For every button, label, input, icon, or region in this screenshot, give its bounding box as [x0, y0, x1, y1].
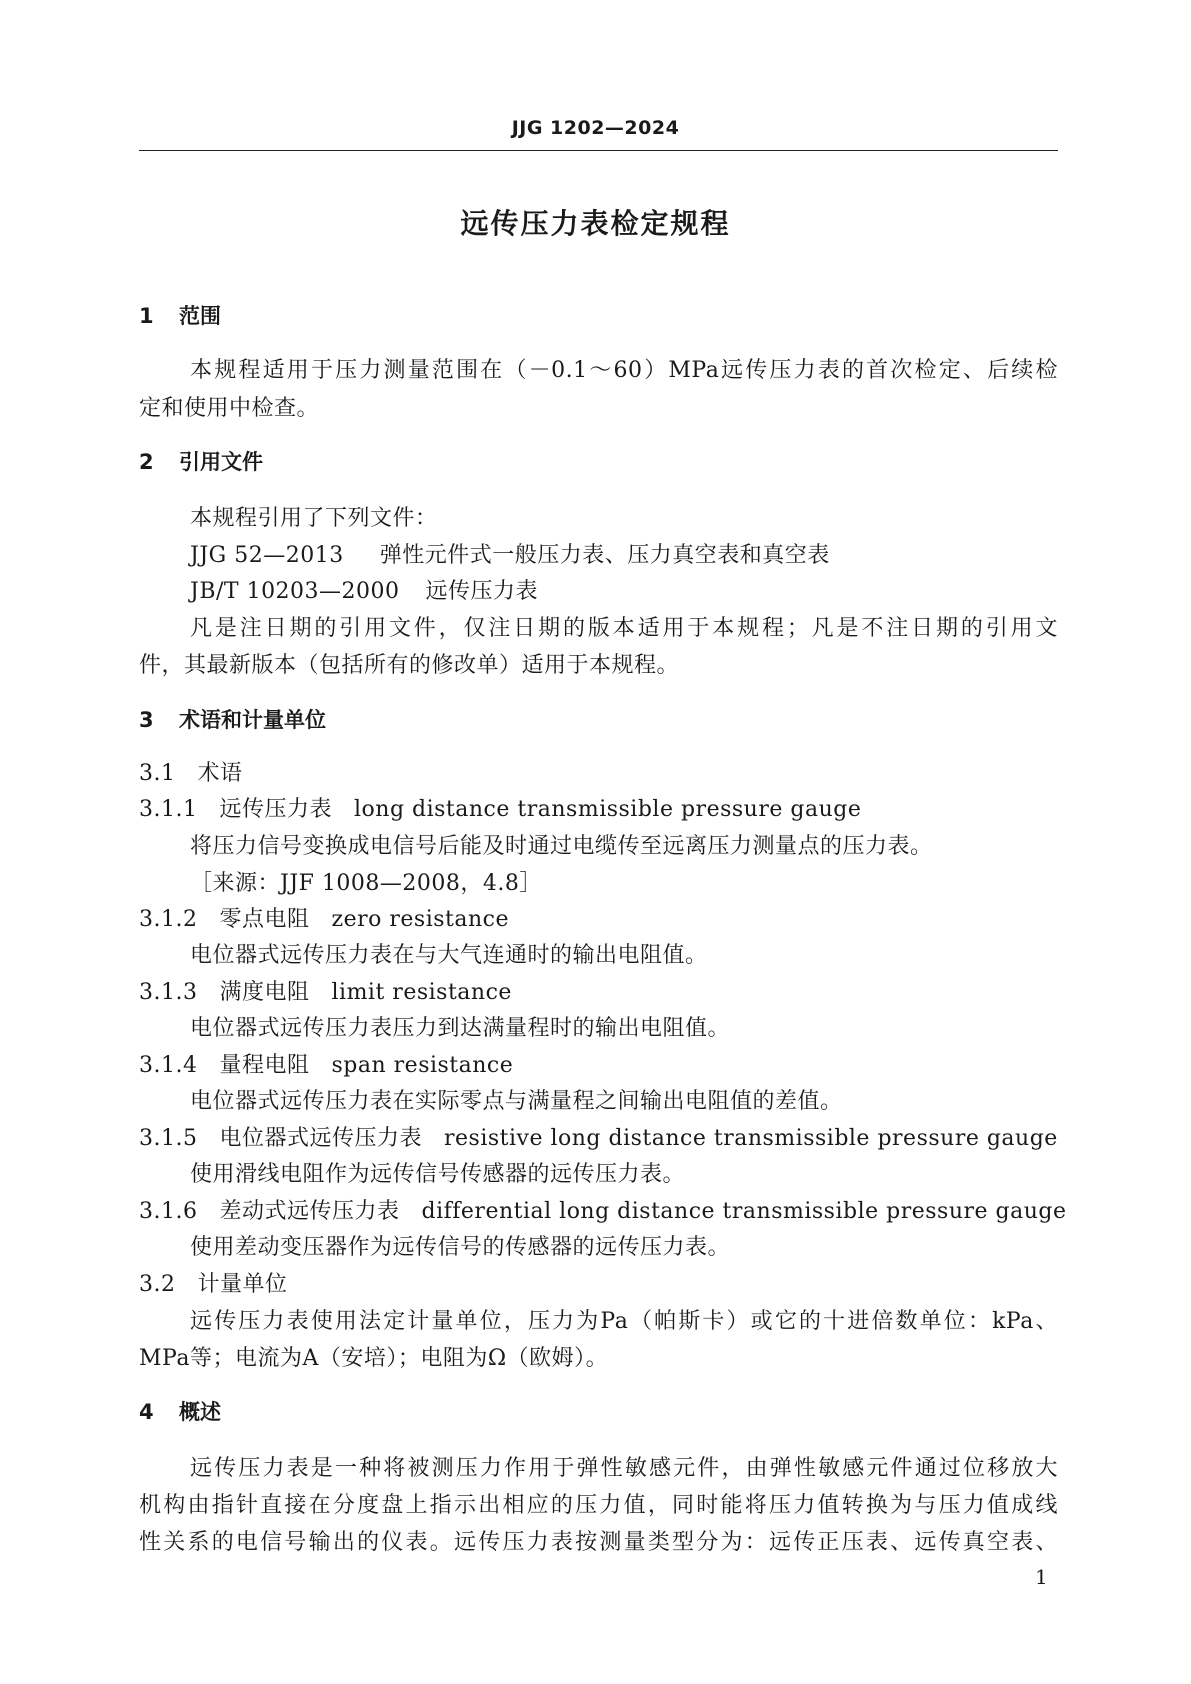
term-3-1-4-definition: 电位器式远传压力表在实际零点与满量程之间输出电阻值的差值。: [190, 1089, 843, 1114]
section-4-heading: [139, 1396, 221, 1426]
term-chinese: 远传压力表: [219, 797, 332, 822]
overview-line-2: 机构由指针直接在分度盘上指示出相应的压力值，同时能将压力值转换为与压力值成线: [139, 1493, 1058, 1518]
section-number: 2: [139, 450, 154, 474]
page-title: 远传压力表检定规程: [460, 207, 731, 240]
section-title: 概述: [179, 1400, 221, 1424]
term-number: 3.1.4: [139, 1053, 198, 1078]
term-english: resistive long distance transmissible pressure gauge: [444, 1126, 1058, 1151]
header-rule: [139, 150, 1058, 151]
refs-note-line-2: 件，其最新版本（包括所有的修改单）适用于本规程。: [139, 653, 680, 678]
refs-intro: 本规程引用了下列文件：: [190, 506, 438, 531]
term-english: zero resistance: [331, 907, 509, 932]
reference-2: [190, 574, 538, 605]
term-english: differential long distance transmissible pressure gauge: [421, 1199, 1067, 1224]
refs-note-line-1: 凡是注日期的引用文件，仅注日期的版本适用于本规程；凡是不注日期的引用文: [190, 616, 1058, 641]
term-number: 3.1.3: [139, 980, 198, 1005]
term-number: 3.1.2: [139, 907, 198, 932]
term-english: limit resistance: [331, 980, 512, 1005]
term-3-1-6-definition: 使用差动变压器作为远传信号的传感器的远传压力表。: [190, 1235, 731, 1260]
term-3-1-1-source: ［来源：JJF 1008—2008，4.8］: [190, 871, 542, 896]
subsection-title: 术语: [197, 761, 243, 786]
term-3-1-1-definition: 将压力信号变换成电信号后能及时通过电缆传至远离压力测量点的压力表。: [190, 834, 933, 859]
overview-line-1: 远传压力表是一种将被测压力作用于弹性敏感元件，由弹性敏感元件通过位移放大: [190, 1456, 1058, 1481]
term-english: span resistance: [331, 1053, 514, 1078]
section-number: 4: [139, 1400, 154, 1424]
subsection-number: 3.2: [139, 1272, 176, 1297]
reference-1: [190, 538, 830, 569]
scope-line-2: 定和使用中检查。: [139, 396, 320, 421]
section-3-heading: [139, 704, 326, 734]
term-3-1-4: [139, 1048, 513, 1079]
term-3-1-1: [139, 792, 861, 823]
subsection-3-2-heading: [139, 1267, 288, 1298]
term-chinese: 零点电阻: [219, 907, 310, 932]
section-2-heading: [139, 446, 263, 476]
term-english: long distance transmissible pressure gauge: [354, 797, 862, 822]
page-number: 1: [1035, 1565, 1048, 1589]
section-title: 术语和计量单位: [179, 708, 326, 732]
term-number: 3.1.5: [139, 1126, 198, 1151]
reference-title: 弹性元件式一般压力表、压力真空表和真空表: [379, 543, 830, 568]
term-3-1-6: [139, 1194, 1067, 1225]
term-chinese: 量程电阻: [219, 1053, 310, 1078]
term-3-1-2: [139, 902, 509, 933]
overview-line-3: 性关系的电信号输出的仪表。远传压力表按测量类型分为：远传正压表、远传真空表、: [139, 1530, 1058, 1555]
term-number: 3.1.1: [139, 797, 198, 822]
reference-code: JB/T 10203—2000: [190, 579, 400, 604]
section-number: 1: [139, 304, 154, 328]
term-3-1-3-definition: 电位器式远传压力表压力到达满量程时的输出电阻值。: [190, 1016, 731, 1041]
scope-line-1: 本规程适用于压力测量范围在（－0.1～60）MPa远传压力表的首次检定、后续检: [190, 358, 1058, 383]
term-chinese: 电位器式远传压力表: [219, 1126, 422, 1151]
term-3-1-2-definition: 电位器式远传压力表在与大气连通时的输出电阻值。: [190, 943, 708, 968]
section-title: 范围: [179, 304, 221, 328]
document-code-header: JJG 1202—2024: [511, 117, 680, 139]
subsection-3-1-heading: [139, 756, 243, 787]
section-title: 引用文件: [179, 450, 263, 474]
section-number: 3: [139, 708, 154, 732]
subsection-number: 3.1: [139, 761, 176, 786]
section-1-heading: [139, 300, 221, 330]
subsection-title: 计量单位: [197, 1272, 288, 1297]
term-number: 3.1.6: [139, 1199, 198, 1224]
term-3-1-5-definition: 使用滑线电阻作为远传信号传感器的远传压力表。: [190, 1162, 686, 1187]
reference-title: 远传压力表: [425, 579, 539, 604]
term-chinese: 差动式远传压力表: [219, 1199, 400, 1224]
reference-code: JJG 52—2013: [190, 543, 344, 568]
units-line-1: 远传压力表使用法定计量单位，压力为Pa（帕斯卡）或它的十进倍数单位：kPa、: [190, 1309, 1058, 1334]
units-line-2: MPa等；电流为A（安培）；电阻为Ω（欧姆）。: [139, 1346, 609, 1371]
term-chinese: 满度电阻: [219, 980, 310, 1005]
term-3-1-5: [139, 1121, 1058, 1152]
term-3-1-3: [139, 975, 512, 1006]
